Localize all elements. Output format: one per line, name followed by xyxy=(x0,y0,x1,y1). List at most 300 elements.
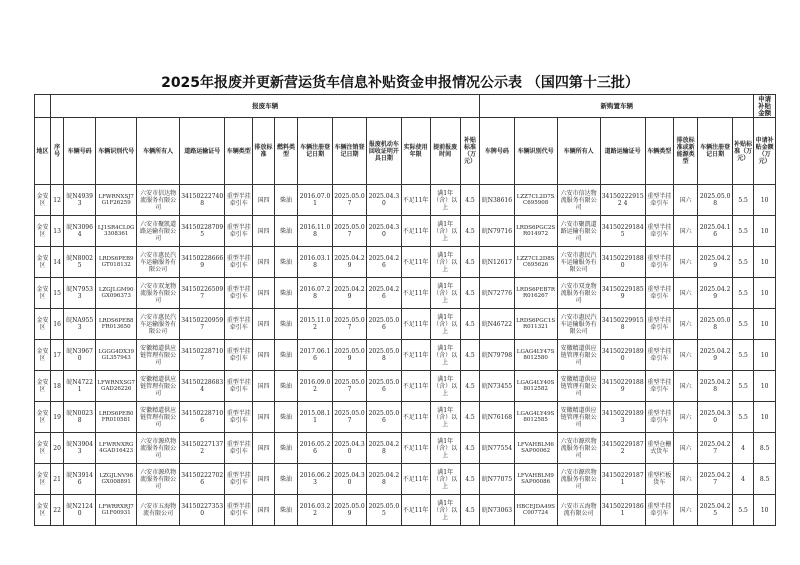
table-cell: 4.5 xyxy=(460,216,479,247)
table-cell: 重型半挂牵引车 xyxy=(645,371,673,402)
table-cell: 柴油 xyxy=(274,216,298,247)
table-cell: 国四 xyxy=(253,278,275,309)
table-cell: 不足11年 xyxy=(401,340,430,371)
table-cell: 重型半挂牵引车 xyxy=(225,340,253,371)
table-cell: 2025.04.29 xyxy=(698,340,732,371)
table-cell: 2025.05.06 xyxy=(367,402,401,433)
table-cell: 2016.03.18 xyxy=(298,247,332,278)
table-cell: 六安市惠民汽车运输服务有限公司 xyxy=(557,247,600,278)
table-cell: 2015.08.11 xyxy=(298,402,332,433)
table-cell: 重型半挂牵引车 xyxy=(645,185,673,216)
group-header-scrap: 报废车辆 xyxy=(51,95,480,118)
table-cell: 皖N79798 xyxy=(480,340,514,371)
table-cell: LRDS6PEB7RR016267 xyxy=(514,278,557,309)
table-cell: 皖NA9553 xyxy=(64,309,96,340)
table-cell: 5.5 xyxy=(732,495,754,526)
table-cell: 341502291871 xyxy=(600,464,645,495)
table-cell: 19 xyxy=(51,402,64,433)
table-cell: 341502291889 xyxy=(600,371,645,402)
table-row xyxy=(35,402,776,433)
column-header: 车辆识别代号 xyxy=(514,118,557,185)
table-cell: 皖N30964 xyxy=(64,216,96,247)
table-cell: 10 xyxy=(754,371,776,402)
table-row xyxy=(35,247,776,278)
table-cell: 2025.04.29 xyxy=(332,247,366,278)
table-cell: 2025.05.08 xyxy=(698,185,732,216)
table-cell: 金安区 xyxy=(35,309,51,340)
table-cell: 金安区 xyxy=(35,247,51,278)
table-cell: 国六 xyxy=(673,495,698,526)
table-cell: 4 xyxy=(732,433,754,464)
table-cell: 341502287107 xyxy=(180,340,225,371)
table-cell: 金安区 xyxy=(35,464,51,495)
table-row xyxy=(35,464,776,495)
table-row xyxy=(35,309,776,340)
table-cell: LFWRNXSJ7G1F26259 xyxy=(96,185,137,216)
table-cell: LZZ7CL2D8SC695626 xyxy=(514,247,557,278)
column-header: 实际使用年限 xyxy=(401,118,430,185)
table-cell: 六安市惠民汽车运输服务有限公司 xyxy=(557,309,600,340)
table-cell: 重型仓栅式货车 xyxy=(645,433,673,464)
table-cell: 金安区 xyxy=(35,371,51,402)
table-cell: 满1年（含）以上 xyxy=(430,464,460,495)
table-cell: 金安区 xyxy=(35,495,51,526)
column-header: 车辆所有人 xyxy=(557,118,600,185)
table-row xyxy=(35,216,776,247)
column-header: 排放标准或新能源类型 xyxy=(673,118,698,185)
table-cell: 六安市惠民汽车运输服务有限公司 xyxy=(137,309,180,340)
table-cell: 2025.05.08 xyxy=(367,340,401,371)
table-cell: HBCEJDA49SC007724 xyxy=(514,495,557,526)
table-cell: 重型半挂牵引车 xyxy=(225,464,253,495)
table-cell: 4 xyxy=(732,464,754,495)
table-cell: 皖N12617 xyxy=(480,247,514,278)
table-cell: 341502209597 xyxy=(180,309,225,340)
table-cell: 六安市源玖物流服务有限公司 xyxy=(137,433,180,464)
table-cell: 不足11年 xyxy=(401,309,430,340)
column-header: 车辆类型 xyxy=(225,118,253,185)
table-cell: 六安市源玖物流服务有限公司 xyxy=(137,464,180,495)
table-cell: 满1年（含）以上 xyxy=(430,340,460,371)
table-cell: LGAG4LY49S8012585 xyxy=(514,402,557,433)
table-cell: 10 xyxy=(754,216,776,247)
table-cell: 341502291880 xyxy=(600,247,645,278)
table-cell: 满1年（含）以上 xyxy=(430,495,460,526)
table-cell: 国四 xyxy=(253,185,275,216)
table-row xyxy=(35,278,776,309)
table-cell: 国六 xyxy=(673,247,698,278)
table-cell: 341502229152 4 xyxy=(600,185,645,216)
table-cell: 8.5 xyxy=(754,464,776,495)
table-cell: 皖N47221 xyxy=(64,371,96,402)
table-cell: 2016.03.22 xyxy=(298,495,332,526)
table-cell: 满1年（含）以上 xyxy=(430,371,460,402)
table-cell: 国六 xyxy=(673,402,698,433)
table-cell: 重型半挂牵引车 xyxy=(645,216,673,247)
table-cell: 2025.05.07 xyxy=(332,216,366,247)
table-cell: 六安市信达物流服务有限公司 xyxy=(137,185,180,216)
table-cell: 不足11年 xyxy=(401,185,430,216)
table-cell: 2025.05.06 xyxy=(367,371,401,402)
table-cell: 341502265097 xyxy=(180,278,225,309)
table-cell: 341502291845 xyxy=(600,216,645,247)
table-cell: 341502287095 xyxy=(180,216,225,247)
table-cell: 满1年（含）以上 xyxy=(430,247,460,278)
table-cell: 2016.05.26 xyxy=(298,433,332,464)
table-cell: LFWRNXSG7GAD26226 xyxy=(96,371,137,402)
table-cell: 2025.05.07 xyxy=(332,402,366,433)
table-cell: 不足11年 xyxy=(401,402,430,433)
table-cell: 国四 xyxy=(253,216,275,247)
table-cell: 重型半挂牵引车 xyxy=(225,278,253,309)
table-cell: 重型半挂牵引车 xyxy=(225,309,253,340)
table-cell: 安徽精道供应链管理有限公司 xyxy=(557,371,600,402)
table-cell: 重型半挂牵引车 xyxy=(225,371,253,402)
table-cell: 重型半挂牵引车 xyxy=(645,495,673,526)
table-cell: LRDS6PGC1SR011321 xyxy=(514,309,557,340)
table-cell: LGGG4DX39GL357943 xyxy=(96,340,137,371)
table-cell: 皖N38616 xyxy=(480,185,514,216)
table-cell: 21 xyxy=(51,464,64,495)
table-cell: LFWRRXRJ7G1F00931 xyxy=(96,495,137,526)
table-cell: 2025.04.27 xyxy=(698,464,732,495)
column-header: 车辆所有人 xyxy=(137,118,180,185)
column-header: 车辆注册登记日期 xyxy=(698,118,732,185)
column-header: 补贴标准（万元） xyxy=(732,118,754,185)
table-cell: 13 xyxy=(51,216,64,247)
table-cell: LFVAHBLM6SAP00062 xyxy=(514,433,557,464)
table-cell: 4.5 xyxy=(460,371,479,402)
column-header: 序号 xyxy=(51,118,64,185)
table-cell: 安徽精道供应链管理有限公司 xyxy=(557,340,600,371)
column-header: 燃料类型 xyxy=(274,118,298,185)
table-cell: 六安市五海物流有限公司 xyxy=(137,495,180,526)
table-cell: 柴油 xyxy=(274,185,298,216)
table-cell: 12 xyxy=(51,185,64,216)
table-cell: LFVAHBLM9SAP00086 xyxy=(514,464,557,495)
column-header: 车牌号码 xyxy=(480,118,514,185)
table-cell: 2017.06.16 xyxy=(298,340,332,371)
table-cell: 2025.04.28 xyxy=(367,464,401,495)
table-cell: 六安市双龙物流服务有限公司 xyxy=(557,278,600,309)
column-header: 报废机动车回收证明开具日期 xyxy=(367,118,401,185)
table-cell: LRDS6PEB0FR010581 xyxy=(96,402,137,433)
table-cell: 皖N73063 xyxy=(480,495,514,526)
table-cell: 341502299158 xyxy=(600,309,645,340)
table-cell: 不足11年 xyxy=(401,278,430,309)
table-cell: 2025.05.06 xyxy=(367,309,401,340)
table-cell: 10 xyxy=(754,495,776,526)
table-row xyxy=(35,433,776,464)
table-cell: 20 xyxy=(51,433,64,464)
table-cell: 皖N79533 xyxy=(64,278,96,309)
table-cell: 17 xyxy=(51,340,64,371)
table-cell: 安徽精道供应链管理有限公司 xyxy=(137,402,180,433)
table-cell: 2025.05.07 xyxy=(332,309,366,340)
table-cell: 2025.04.28 xyxy=(698,371,732,402)
table-cell: 10 xyxy=(754,340,776,371)
table-cell: 皖N00238 xyxy=(64,402,96,433)
table-cell: 国四 xyxy=(253,402,275,433)
group-spacer xyxy=(35,95,51,118)
table-cell: 六安市聚凯道路运输有限公司 xyxy=(557,216,600,247)
table-cell: 5.5 xyxy=(732,278,754,309)
table-cell: LFWRNXRG4GAD16423 xyxy=(96,433,137,464)
table-cell: 4.5 xyxy=(460,464,479,495)
table-cell: 2025.04.25 xyxy=(698,495,732,526)
table-cell: 8.5 xyxy=(754,433,776,464)
table-cell: 2025.05.09 xyxy=(332,495,366,526)
table-cell: 六安市源玖物流服务有限公司 xyxy=(557,464,600,495)
table-cell: 2015.11.02 xyxy=(298,309,332,340)
table-cell: 国六 xyxy=(673,464,698,495)
table-cell: 金安区 xyxy=(35,185,51,216)
table-cell: 柴油 xyxy=(274,278,298,309)
table-cell: 国四 xyxy=(253,464,275,495)
column-header: 车辆号码 xyxy=(64,118,96,185)
table-cell: LRDS6PEB9GT018132 xyxy=(96,247,137,278)
table-cell: 16 xyxy=(51,309,64,340)
table-cell: 2025.05.07 xyxy=(332,185,366,216)
table-cell: 不足11年 xyxy=(401,247,430,278)
table-cell: 国四 xyxy=(253,247,275,278)
table-row xyxy=(35,371,776,402)
table-cell: 341502291861 xyxy=(600,495,645,526)
subsidy-table xyxy=(34,94,776,526)
table-cell: 5.5 xyxy=(732,340,754,371)
table-cell: 341502227026 xyxy=(180,464,225,495)
table-cell: 2025.04.30 xyxy=(367,216,401,247)
table-cell: 柴油 xyxy=(274,433,298,464)
table-cell: 2025.04.29 xyxy=(332,278,366,309)
table-cell: 2025.04.26 xyxy=(367,278,401,309)
table-cell: 341502286834 xyxy=(180,371,225,402)
table-cell: 满1年（含）以上 xyxy=(430,433,460,464)
table-cell: 341502291859 xyxy=(600,278,645,309)
table-cell: 5.5 xyxy=(732,247,754,278)
table-cell: 国六 xyxy=(673,433,698,464)
table-cell: 15 xyxy=(51,278,64,309)
table-cell: 重型半挂牵引车 xyxy=(225,247,253,278)
table-cell: 重型半挂牵引车 xyxy=(645,309,673,340)
table-cell: 341502291893 xyxy=(600,402,645,433)
table-cell: 2025.04.30 xyxy=(332,464,366,495)
table-cell: 皖N72776 xyxy=(480,278,514,309)
table-cell: 金安区 xyxy=(35,340,51,371)
table-cell: LGAG4LY40S8012582 xyxy=(514,371,557,402)
table-cell: 国六 xyxy=(673,216,698,247)
table-cell: LRDS6PGC2SR014972 xyxy=(514,216,557,247)
table-cell: 4.5 xyxy=(460,433,479,464)
table-cell: 国六 xyxy=(673,340,698,371)
table-cell: 10 xyxy=(754,309,776,340)
table-cell: 柴油 xyxy=(274,247,298,278)
table-cell: 341502227408 xyxy=(180,185,225,216)
table-cell: 皖N49393 xyxy=(64,185,96,216)
table-cell: 22 xyxy=(51,495,64,526)
table-cell: 重型半挂牵引车 xyxy=(645,340,673,371)
table-cell: 皖N80025 xyxy=(64,247,96,278)
table-cell: 2025.05.07 xyxy=(332,371,366,402)
table-cell: 2025.05.09 xyxy=(332,340,366,371)
table-cell: 国六 xyxy=(673,185,698,216)
table-cell: 2025.04.28 xyxy=(367,433,401,464)
table-cell: 金安区 xyxy=(35,278,51,309)
table-cell: 2025.04.26 xyxy=(367,247,401,278)
table-cell: 满1年（含）以上 xyxy=(430,309,460,340)
table-cell: 4.5 xyxy=(460,278,479,309)
table-cell: LGAG4LY47S8012580 xyxy=(514,340,557,371)
table-cell: 2025.04.29 xyxy=(698,247,732,278)
table-cell: 皖N39043 xyxy=(64,433,96,464)
table-cell: LZGJLGM90GX096373 xyxy=(96,278,137,309)
table-cell: 皖N77554 xyxy=(480,433,514,464)
table-cell: 国四 xyxy=(253,340,275,371)
table-cell: 2016.11.08 xyxy=(298,216,332,247)
table-cell: 2025.05.08 xyxy=(698,309,732,340)
table-cell: 皖N46722 xyxy=(480,309,514,340)
table-cell: 国六 xyxy=(673,278,698,309)
column-header: 申请补贴金额（万元） xyxy=(754,118,776,185)
table-cell: 安徽精道供应链管理有限公司 xyxy=(557,402,600,433)
table-cell: 2016.06.23 xyxy=(298,464,332,495)
table-cell: 皖N21240 xyxy=(64,495,96,526)
table-cell: 不足11年 xyxy=(401,371,430,402)
table-cell: 不足11年 xyxy=(401,495,430,526)
table-cell: 2025.04.29 xyxy=(698,278,732,309)
table-cell: 国四 xyxy=(253,309,275,340)
table-cell: 重型半挂牵引车 xyxy=(225,216,253,247)
table-cell: 六安市聚凯道路运输有限公司 xyxy=(137,216,180,247)
table-cell: 重型半挂牵引车 xyxy=(645,247,673,278)
table-cell: 满1年（含）以上 xyxy=(430,402,460,433)
table-cell: 10 xyxy=(754,185,776,216)
table-cell: 六安市源玖物流服务有限公司 xyxy=(557,433,600,464)
table-cell: 2016.07.01 xyxy=(298,185,332,216)
table-cell: 4.5 xyxy=(460,309,479,340)
table-cell: 不足11年 xyxy=(401,433,430,464)
table-cell: LJ1SR4CL0G3308361 xyxy=(96,216,137,247)
table-cell: 柴油 xyxy=(274,495,298,526)
table-cell: 341502273530 xyxy=(180,495,225,526)
column-header: 道路运输证号 xyxy=(180,118,225,185)
table-cell: 5.5 xyxy=(732,309,754,340)
table-cell: 皖N73455 xyxy=(480,371,514,402)
table-cell: 皖N79716 xyxy=(480,216,514,247)
table-row xyxy=(35,185,776,216)
column-header: 车辆注销登记日期 xyxy=(332,118,366,185)
column-header: 地区 xyxy=(35,118,51,185)
table-cell: 重型半挂牵引车 xyxy=(225,433,253,464)
table-cell: 2025.04.27 xyxy=(698,433,732,464)
table-cell: 2016.09.02 xyxy=(298,371,332,402)
table-cell: 皖N77075 xyxy=(480,464,514,495)
column-header: 排放标准 xyxy=(253,118,275,185)
table-cell: 341502271372 xyxy=(180,433,225,464)
table-cell: 满1年（含）以上 xyxy=(430,278,460,309)
table-cell: 2025.04.30 xyxy=(332,433,366,464)
table-cell: 5.5 xyxy=(732,185,754,216)
table-cell: 10 xyxy=(754,402,776,433)
table-cell: LZGJLNV96GX008891 xyxy=(96,464,137,495)
table-cell: 六安市双龙物流服务有限公司 xyxy=(137,278,180,309)
column-header: 车辆类型 xyxy=(645,118,673,185)
table-cell: 不足11年 xyxy=(401,464,430,495)
column-header: 车辆识别代号 xyxy=(96,118,137,185)
table-cell: 柴油 xyxy=(274,371,298,402)
table-cell: 满1年（含）以上 xyxy=(430,185,460,216)
table-cell: 10 xyxy=(754,278,776,309)
table-cell: 国六 xyxy=(673,371,698,402)
table-cell: 重型半挂牵引车 xyxy=(645,402,673,433)
table-cell: 2025.04.30 xyxy=(698,402,732,433)
table-cell: 国四 xyxy=(253,495,275,526)
table-cell: 重型栏板货车 xyxy=(645,464,673,495)
table-cell: 皖N76168 xyxy=(480,402,514,433)
table-cell: 不足11年 xyxy=(401,216,430,247)
table-cell: 4.5 xyxy=(460,495,479,526)
table-cell: 重型半挂牵引车 xyxy=(645,278,673,309)
table-cell: 341502286669 xyxy=(180,247,225,278)
table-cell: 安徽精道供应链管理有限公司 xyxy=(137,371,180,402)
table-cell: 2025.04.16 xyxy=(698,216,732,247)
table-cell: 金安区 xyxy=(35,402,51,433)
group-header-new: 新购置车辆 xyxy=(480,95,754,118)
table-cell: 4.5 xyxy=(460,247,479,278)
table-cell: 柴油 xyxy=(274,464,298,495)
table-cell: 341502291890 xyxy=(600,340,645,371)
table-cell: 2025.04.30 xyxy=(367,185,401,216)
table-cell: LRDS6PEB8FR013650 xyxy=(96,309,137,340)
table-cell: 柴油 xyxy=(274,340,298,371)
table-cell: 满1年（含）以上 xyxy=(430,216,460,247)
table-cell: 341502287106 xyxy=(180,402,225,433)
table-cell: 2016.07.28 xyxy=(298,278,332,309)
column-header: 补贴标准（万元） xyxy=(460,118,479,185)
table-cell: 六安市惠民汽车运输服务有限公司 xyxy=(137,247,180,278)
table-cell: 4.5 xyxy=(460,185,479,216)
table-row xyxy=(35,495,776,526)
column-header: 道路运输证号 xyxy=(600,118,645,185)
table-cell: 341502291872 xyxy=(600,433,645,464)
table-cell: 金安区 xyxy=(35,216,51,247)
table-cell: 重型半挂牵引车 xyxy=(225,402,253,433)
table-cell: 重型半挂牵引车 xyxy=(225,185,253,216)
table-cell: 六安市五海物流有限公司 xyxy=(557,495,600,526)
table-cell: 4.5 xyxy=(460,340,479,371)
table-cell: 5.5 xyxy=(732,371,754,402)
column-header: 车辆注册登记日期 xyxy=(298,118,332,185)
table-cell: 国六 xyxy=(673,309,698,340)
table-cell: 18 xyxy=(51,371,64,402)
table-cell: 国四 xyxy=(253,433,275,464)
table-cell: 柴油 xyxy=(274,309,298,340)
table-cell: 国四 xyxy=(253,371,275,402)
table-cell: 14 xyxy=(51,247,64,278)
table-cell: 重型半挂牵引车 xyxy=(225,495,253,526)
table-cell: 2025.05.05 xyxy=(367,495,401,526)
table-cell: 5.5 xyxy=(732,402,754,433)
table-cell: 金安区 xyxy=(35,433,51,464)
group-header-subsidy: 申请补贴金额 xyxy=(754,95,776,118)
table-cell: 4.5 xyxy=(460,402,479,433)
table-cell: LZZ7CL2D7SC695908 xyxy=(514,185,557,216)
table-cell: 六安市信达物流服务有限公司 xyxy=(557,185,600,216)
page-title: 2025年报废并更新营运货车信息补贴资金申报情况公示表 （国四第十三批） xyxy=(161,75,639,91)
table-cell: 10 xyxy=(754,247,776,278)
table-cell: 5.5 xyxy=(732,216,754,247)
table-cell: 安徽精道供应链管理有限公司 xyxy=(137,340,180,371)
